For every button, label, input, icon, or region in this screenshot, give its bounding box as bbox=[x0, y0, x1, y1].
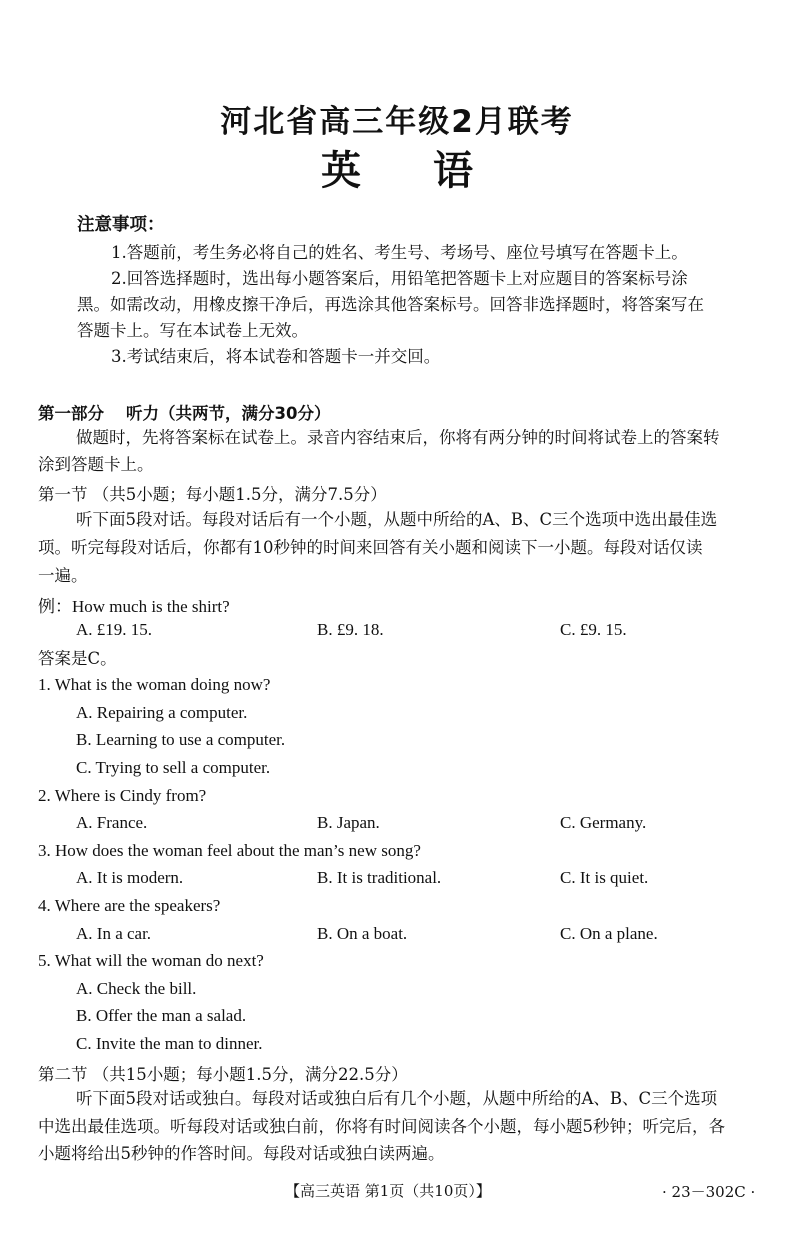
section1-intro-line-3: 一遍。 bbox=[38, 566, 88, 585]
notice-item-2-line-1: 2.回答选择题时，选出每小题答案后，用铅笔把答题卡上对应题目的答案标号涂 bbox=[111, 269, 688, 288]
section2-intro-line-1: 听下面5段对话或独白。每段对话或独白后有几个小题，从题中所给的A、B、C三个选项 bbox=[76, 1089, 718, 1108]
part1-intro-line-2: 涂到答题卡上。 bbox=[38, 455, 154, 474]
notice-item-3: 3.考试结束后，将本试卷和答题卡一并交回。 bbox=[111, 347, 441, 366]
section2-heading: 第二节 （共15小题；每小题1.5分，满分22.5分） bbox=[38, 1065, 408, 1084]
question-2-option-c: C. Germany. bbox=[560, 813, 647, 832]
section1-intro-line-2: 项。听完每段对话后，你都有10秒钟的时间来回答有关小题和阅读下一小题。每段对话仅读 bbox=[38, 538, 703, 557]
example-answer: 答案是C。 bbox=[38, 649, 117, 668]
question-1-option-a: A. Repairing a computer. bbox=[76, 703, 248, 722]
subject-char-1: 英 bbox=[321, 148, 361, 194]
question-4-option-a: A. In a car. bbox=[76, 924, 152, 943]
notice-heading: 注意事项： bbox=[77, 215, 165, 235]
question-5: 5. What will the woman do next? bbox=[38, 951, 264, 970]
subject-char-2: 语 bbox=[433, 148, 473, 194]
question-1-option-b: B. Learning to use a computer. bbox=[76, 730, 286, 749]
footer-code: · 23－302C · bbox=[662, 1183, 756, 1201]
question-3: 3. How does the woman feel about the man’s new song? bbox=[38, 841, 421, 860]
question-5-option-b: B. Offer the man a salad. bbox=[76, 1006, 247, 1025]
example-option-a: A. £19. 15. bbox=[76, 620, 153, 639]
question-5-option-c: C. Invite the man to dinner. bbox=[76, 1034, 263, 1053]
question-1-option-c: C. Trying to sell a computer. bbox=[76, 758, 271, 777]
question-2-option-b: B. Japan. bbox=[317, 813, 380, 832]
question-3-option-b: B. It is traditional. bbox=[317, 868, 442, 887]
question-4-option-c: C. On a plane. bbox=[560, 924, 658, 943]
question-1: 1. What is the woman doing now? bbox=[38, 675, 271, 694]
section2-intro-line-2: 中选出最佳选项。听每段对话或独白前，你将有时间阅读各个小题，每小题5秒钟；听完后，各 bbox=[38, 1117, 725, 1136]
footer-page-info: 【高三英语 第1页（共10页）】 bbox=[285, 1182, 491, 1200]
section1-intro-line-1: 听下面5段对话。每段对话后有一个小题，从题中所给的A、B、C三个选项中选出最佳选 bbox=[76, 510, 718, 529]
section2-intro-line-3: 小题将给出5秒钟的作答时间。每段对话或独白读两遍。 bbox=[38, 1144, 445, 1163]
example-question: 例：How much is the shirt? bbox=[38, 597, 230, 616]
example-option-c: C. £9. 15. bbox=[560, 620, 627, 639]
notice-item-2-line-3: 答题卡上。写在本试卷上无效。 bbox=[77, 321, 308, 340]
example-option-b: B. £9. 18. bbox=[317, 620, 384, 639]
notice-item-2-line-2: 黑。如需改动，用橡皮擦干净后，再选涂其他答案标号。回答非选择题时，将答案写在 bbox=[77, 295, 704, 314]
exam-title: 河北省高三年级2月联考 bbox=[220, 104, 574, 140]
subject-title bbox=[0, 139, 794, 196]
question-3-option-c: C. It is quiet. bbox=[560, 868, 649, 887]
question-3-option-a: A. It is modern. bbox=[76, 868, 184, 887]
question-2: 2. Where is Cindy from? bbox=[38, 786, 207, 805]
part1-intro-line-1: 做题时，先将答案标在试卷上。录音内容结束后，你将有两分钟的时间将试卷上的答案转 bbox=[76, 428, 720, 447]
section1-heading: 第一节 （共5小题；每小题1.5分，满分7.5分） bbox=[38, 485, 387, 504]
notice-item-1: 1.答题前，考生务必将自己的姓名、考生号、考场号、座位号填写在答题卡上。 bbox=[111, 243, 688, 262]
question-5-option-a: A. Check the bill. bbox=[76, 979, 197, 998]
part1-heading bbox=[38, 400, 330, 424]
question-4-option-b: B. On a boat. bbox=[317, 924, 408, 943]
part1-heading-label: 第一部分 bbox=[38, 404, 104, 423]
part1-heading-title: 听力（共两节，满分30分） bbox=[126, 404, 331, 423]
question-4: 4. Where are the speakers? bbox=[38, 896, 221, 915]
question-2-option-a: A. France. bbox=[76, 813, 148, 832]
